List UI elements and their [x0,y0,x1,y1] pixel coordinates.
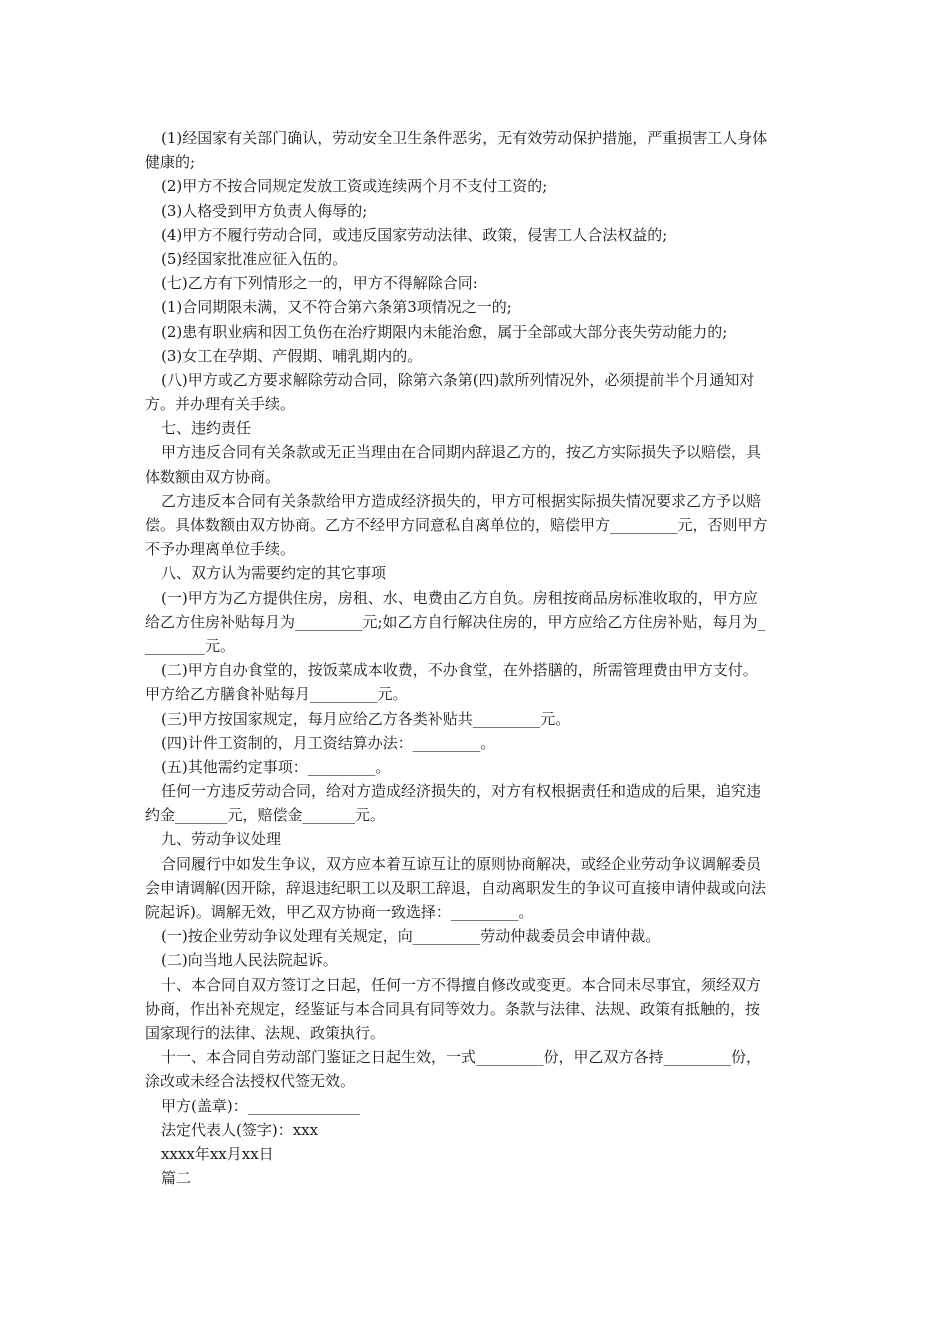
document-line: (1)经国家有关部门确认，劳动安全卫生条件恶劣，无有效劳动保护措施，严重损害工人身体 [161,129,768,147]
document-line: 甲方(盖章)：_______________ [161,1096,361,1115]
document-line: 十、本合同自双方签订之日起，任何一方不得擅自修改或变更。本合同未尽事宜，须经双方 [161,975,762,994]
document-line: 不予办理离单位手续。 [145,540,296,559]
document-line: 九、劳动争议处理 [161,830,282,849]
document-line: 给乙方住房补贴每月为_________元;如乙方自行解决住房的，甲方应给乙方住房补贴，每月为_ [145,612,766,631]
document-line: (1)合同期限未满，又不符合第六条第3项情况之一的; [161,298,512,317]
document-line: (五)其他需约定事项：_________。 [161,757,391,776]
document-line: (4)甲方不履行劳动合同，或违反国家劳动法律、政策，侵害工人合法权益的; [161,225,668,244]
document-line: 体数额由双方协商。 [145,467,281,486]
document-line: 法定代表人(签字)：xxx [161,1120,319,1139]
document-line: (三)甲方按国家规定，每月应给乙方各类补贴共_________元。 [161,709,571,728]
document-line: 院起诉)。调解无效，甲乙双方协商一致选择：_________。 [145,903,534,921]
document-line: 十一、本合同自劳动部门鉴证之日起生效，一式_________份，甲乙双方各持_________份， [161,1048,762,1067]
document-line: xxxx年xx月xx日 [161,1144,274,1163]
document-line: (二)向当地人民法院起诉。 [161,951,338,970]
document-line: (2)患有职业病和因工负伤在治疗期限内未能治愈，属于全部或大部分丧失劳动能力的; [161,322,728,341]
document-line: 健康的; [145,153,196,172]
document-line: 任何一方违反劳动合同，给对方造成经济损失的，对方有权根据责任和造成的后果，追究违 [161,782,762,801]
document-line: (四)计件工资制的，月工资结算办法：_________。 [161,733,496,752]
document-page [145,126,815,1190]
document-line: 会申请调解(因开除，辞退违纪职工以及职工辞退，自动离职发生的争议可直接申请仲裁或向法 [145,878,766,897]
document-line: (5)经国家批准应征入伍的。 [161,249,348,268]
document-line: (2)甲方不按合同规定发放工资或连续两个月不支付工资的; [161,177,548,196]
document-line: 协商，作出补充规定，经鉴证与本合同具有同等效力。条款与法律、法规、政策有抵触的，按 [145,999,761,1018]
document-line: 八、双方认为需要约定的其它事项 [161,564,387,583]
document-line: 合同履行中如发生争议，双方应本着互谅互让的原则协商解决，或经企业劳动争议调解委员 [161,854,762,873]
document-line: (一)甲方为乙方提供住房，房租、水、电费由乙方自负。房租按商品房标准收取的，甲方应 [161,588,758,607]
document-line: 甲方违反合同有关条款或无正当理由在合同期内辞退乙方的，按乙方实际损失予以赔偿，具 [161,443,762,462]
document-line: 乙方违反本合同有关条款给甲方造成经济损失的，甲方可根据实际损失情况要求乙方予以赔 [161,491,762,510]
document-line: (3)人格受到甲方负责人侮辱的; [161,201,368,220]
document-line: 国家现行的法律、法规、政策执行。 [145,1023,386,1042]
document-line: 七、违约责任 [161,419,252,438]
document-line: 涂改或未经合法授权代签无效。 [145,1072,356,1091]
document-line: 偿。具体数额由双方协商。乙方不经甲方同意私自离单位的，赔偿甲方_________元，否则甲方 [145,516,768,534]
document-line: (一)按企业劳动争议处理有关规定，向_________劳动仲裁委员会申请仲裁。 [161,927,661,946]
document-line: (3)女工在孕期、产假期、哺乳期内的。 [161,346,423,365]
document-line: 方。并办理有关手续。 [145,395,296,414]
document-line: 甲方给乙方膳食补贴每月_________元。 [145,685,408,704]
document-line: 篇二 [161,1169,192,1188]
document-line: 约金_______元，赔偿金_______元。 [145,806,386,825]
document-line: (八)甲方或乙方要求解除劳动合同，除第六条第(四)款所列情况外，必须提前半个月通知对 [161,370,755,389]
document-line: (七)乙方有下列情形之一的，甲方不得解除合同: [161,274,478,293]
document-line: (二)甲方自办食堂的，按饭菜成本收费，不办食堂，在外搭膳的，所需管理费由甲方支付。 [161,661,758,680]
document-line: ________元。 [145,636,236,655]
